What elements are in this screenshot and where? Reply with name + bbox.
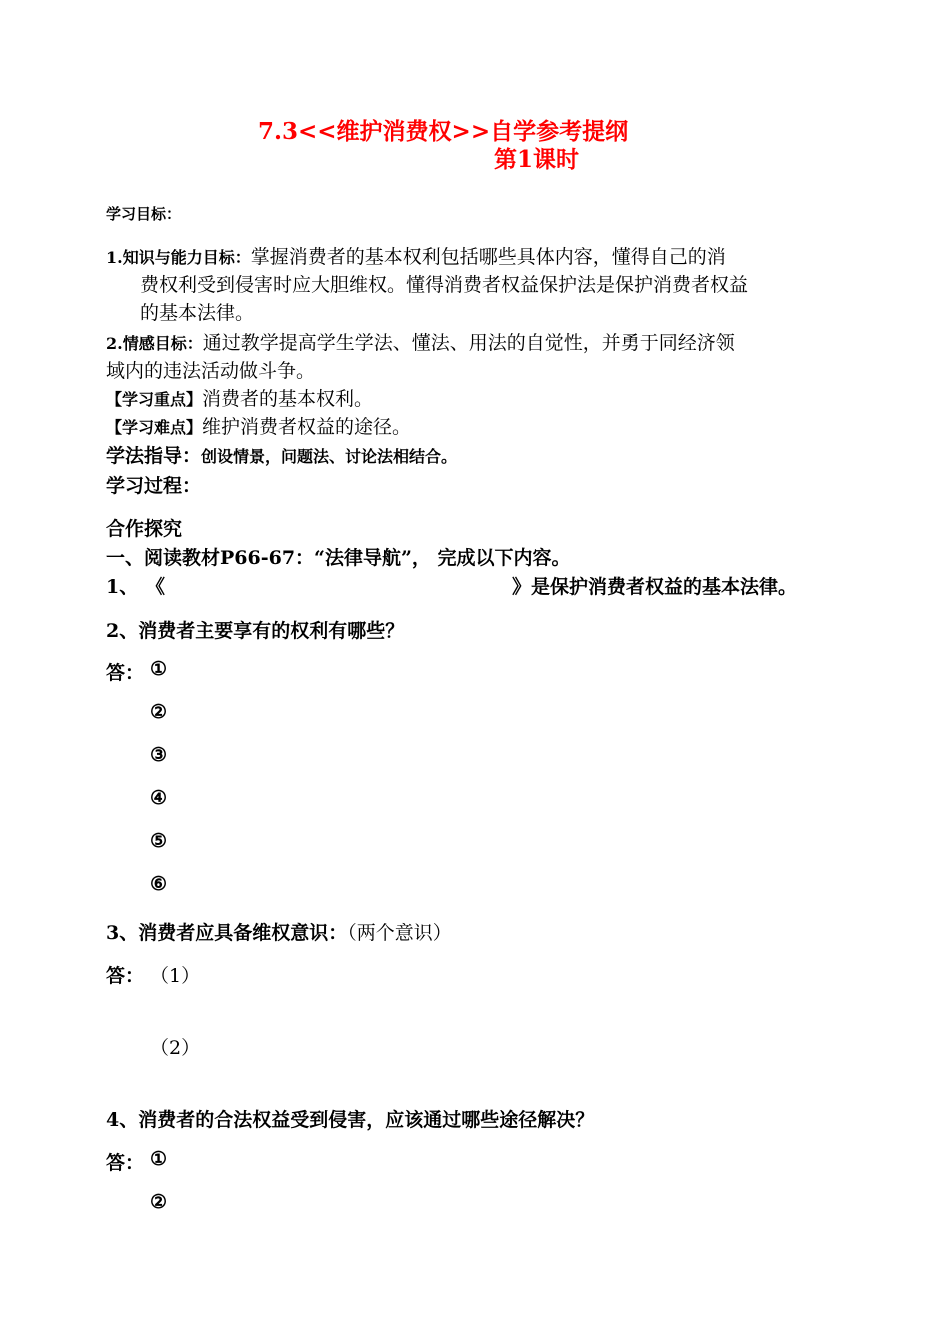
question-3-answer-1: （1） [150,965,201,987]
question-1-number: 1、 [106,576,139,598]
cooperation-heading: 合作探究 [106,518,183,540]
question-4: 4、消费者的合法权益受到侵害，应该通过哪些途径解决？ [106,1109,595,1131]
objective-1-text-1: 掌握消费者的基本权利包括哪些具体内容，懂得自己的消 [250,246,726,268]
objectives-heading: 学习目标： [106,205,182,223]
question-3-text: 3、消费者应具备维权意识： [106,922,348,944]
section-1-intro: 一、阅读教材P66-67：“法律导航”， 完成以下内容。 [106,547,571,569]
question-4-answer-1: ① [150,1148,168,1170]
process-heading: 学习过程： [106,475,202,497]
difficulty [106,412,411,439]
objective-1-line-3: 的基本法律。 [140,302,255,324]
question-3-answer-2: （2） [150,1037,201,1059]
question-1-open-bracket: 《 [146,576,166,598]
key-point [106,384,373,411]
question-1-text: 》是保护消费者权益的基本法律。 [512,576,798,598]
question-2-answer-2: ② [150,701,168,723]
objective-2-label: 2.情感目标： [106,334,203,353]
question-2-answer-4: ④ [150,787,168,809]
question-2-answer-3: ③ [150,744,168,766]
question-2-answer-1: ① [150,658,168,680]
objective-1-line-1 [106,242,726,269]
title-line-2: 第1课时 [494,146,580,173]
objective-1-line-2: 费权利受到侵害时应大胆维权。懂得消费者权益保护法是保护消费者权益 [140,274,749,296]
objective-1-label: 1.知识与能力目标： [106,248,251,267]
question-3-hint: （两个意识） [347,922,452,944]
difficulty-text: 维护消费者权益的途径。 [202,416,412,438]
question-2-answer-5: ⑤ [150,830,168,852]
key-point-text: 消费者的基本权利。 [202,388,374,410]
question-2-answer-label: 答： [106,662,145,684]
difficulty-label: 【学习难点】 [106,418,203,437]
key-point-label: 【学习重点】 [106,390,203,409]
objective-2-line-1 [106,328,735,355]
objective-2-line-2: 域内的违法活动做斗争。 [106,360,316,382]
method-text: 创设情景，问题法、讨论法相结合。 [201,447,458,466]
question-3 [106,918,452,945]
question-4-answer-2: ② [150,1191,168,1213]
question-4-answer-label: 答： [106,1152,145,1174]
question-2-answer-6: ⑥ [150,873,168,895]
objective-2-text-1: 通过教学提高学生学法、懂法、用法的自觉性，并勇于同经济领 [202,332,735,354]
title-line-1: 7.3<<维护消费权>>自学参考提纲 [258,118,629,145]
method-label: 学法指导： [106,445,202,467]
question-3-answer-label: 答： [106,965,145,987]
method [106,441,457,468]
question-2: 2、消费者主要享有的权利有哪些？ [106,620,405,642]
